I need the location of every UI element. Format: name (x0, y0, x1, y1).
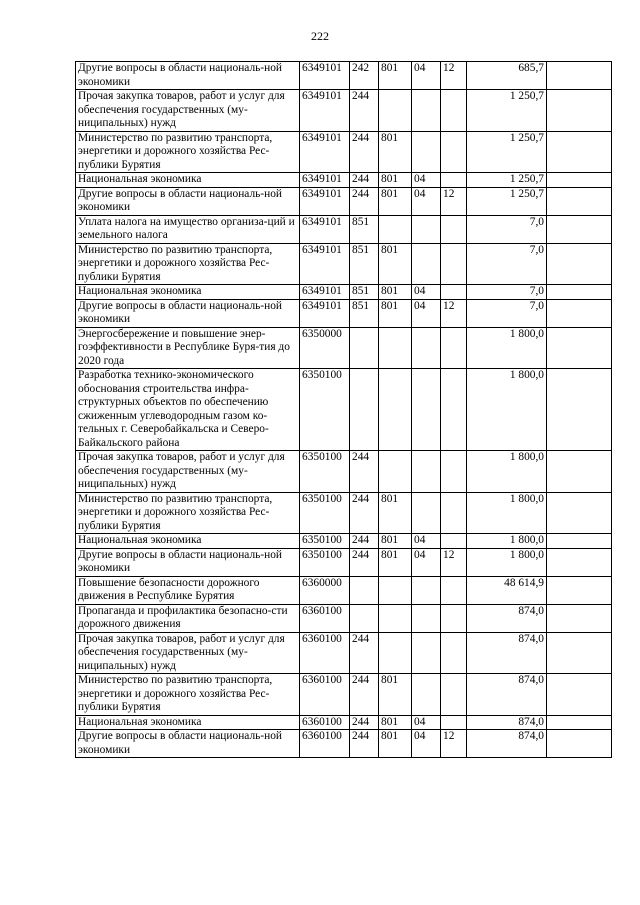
extra-cell (547, 187, 612, 215)
amount-cell: 685,7 (467, 62, 547, 90)
subsection-cell: 12 (441, 299, 467, 327)
target-article-cell: 6349101 (300, 131, 350, 173)
section-cell: 04 (412, 187, 441, 215)
table-row (76, 299, 612, 327)
subsection-cell (441, 604, 467, 632)
table-row (76, 451, 612, 493)
amount-cell: 7,0 (467, 299, 547, 327)
extra-cell (547, 173, 612, 188)
subsection-cell (441, 285, 467, 300)
row-name-cell: Повышение безопасности дорожного движения в Республике Бурятия (76, 576, 300, 604)
section-cell: 04 (412, 715, 441, 730)
budget-manager-cell (379, 327, 412, 369)
extra-cell (547, 730, 612, 758)
extra-cell (547, 327, 612, 369)
target-article-cell: 6349101 (300, 299, 350, 327)
target-article-cell: 6360100 (300, 632, 350, 674)
budget-table-body (76, 62, 612, 758)
budget-manager-cell: 801 (379, 492, 412, 534)
budget-manager-cell (379, 451, 412, 493)
budget-manager-cell (379, 215, 412, 243)
subsection-cell (441, 451, 467, 493)
extra-cell (547, 674, 612, 716)
extra-cell (547, 534, 612, 549)
table-row (76, 534, 612, 549)
row-name-cell: Национальная экономика (76, 534, 300, 549)
row-name-cell: Пропаганда и профилактика безопасно-сти дорожного движения (76, 604, 300, 632)
section-cell (412, 576, 441, 604)
subsection-cell (441, 369, 467, 451)
expense-type-cell: 244 (350, 674, 379, 716)
target-article-cell: 6350100 (300, 492, 350, 534)
table-row (76, 285, 612, 300)
target-article-cell: 6350100 (300, 369, 350, 451)
extra-cell (547, 451, 612, 493)
amount-cell: 7,0 (467, 243, 547, 285)
section-cell (412, 604, 441, 632)
row-name-cell: Министерство по развитию транспорта, энергетики и дорожного хозяйства Рес-публики Бурятия (76, 243, 300, 285)
row-name-cell: Национальная экономика (76, 285, 300, 300)
amount-cell: 1 250,7 (467, 187, 547, 215)
section-cell (412, 632, 441, 674)
extra-cell (547, 548, 612, 576)
row-name-cell: Разработка технико-экономического обоснования строительства инфра-структурных объектов по обеспечению сжиженным углеводородным газом ко-тельных г. Северобайкальска и Северо-Байкальского района (76, 369, 300, 451)
target-article-cell: 6349101 (300, 243, 350, 285)
extra-cell (547, 715, 612, 730)
table-row (76, 187, 612, 215)
expense-type-cell: 244 (350, 90, 379, 132)
budget-manager-cell: 801 (379, 243, 412, 285)
table-row (76, 674, 612, 716)
extra-cell (547, 369, 612, 451)
budget-manager-cell (379, 576, 412, 604)
amount-cell: 1 800,0 (467, 327, 547, 369)
row-name-cell: Прочая закупка товаров, работ и услуг для обеспечения государственных (му-ниципальных) нужд (76, 90, 300, 132)
amount-cell: 1 800,0 (467, 451, 547, 493)
target-article-cell: 6349101 (300, 173, 350, 188)
budget-manager-cell: 801 (379, 674, 412, 716)
budget-manager-cell: 801 (379, 548, 412, 576)
amount-cell: 1 800,0 (467, 548, 547, 576)
amount-cell: 1 250,7 (467, 131, 547, 173)
row-name-cell: Министерство по развитию транспорта, энергетики и дорожного хозяйства Рес-публики Бурятия (76, 492, 300, 534)
table-row (76, 576, 612, 604)
amount-cell: 48 614,9 (467, 576, 547, 604)
target-article-cell: 6360000 (300, 576, 350, 604)
target-article-cell: 6349101 (300, 187, 350, 215)
target-article-cell: 6360100 (300, 604, 350, 632)
target-article-cell: 6360100 (300, 730, 350, 758)
section-cell (412, 131, 441, 173)
extra-cell (547, 131, 612, 173)
subsection-cell (441, 90, 467, 132)
row-name-cell: Другие вопросы в области националь-ной экономики (76, 187, 300, 215)
budget-manager-cell (379, 369, 412, 451)
extra-cell (547, 492, 612, 534)
budget-manager-cell (379, 90, 412, 132)
expense-type-cell: 851 (350, 215, 379, 243)
target-article-cell: 6350000 (300, 327, 350, 369)
budget-manager-cell (379, 604, 412, 632)
target-article-cell: 6349101 (300, 215, 350, 243)
row-name-cell: Прочая закупка товаров, работ и услуг для обеспечения государственных (му-ниципальных) нужд (76, 451, 300, 493)
budget-manager-cell: 801 (379, 187, 412, 215)
row-name-cell: Другие вопросы в области националь-ной экономики (76, 730, 300, 758)
extra-cell (547, 215, 612, 243)
target-article-cell: 6350100 (300, 451, 350, 493)
subsection-cell (441, 243, 467, 285)
budget-manager-cell: 801 (379, 299, 412, 327)
row-name-cell: Другие вопросы в области националь-ной экономики (76, 62, 300, 90)
budget-manager-cell: 801 (379, 173, 412, 188)
row-name-cell: Национальная экономика (76, 173, 300, 188)
expense-type-cell: 244 (350, 173, 379, 188)
extra-cell (547, 604, 612, 632)
section-cell: 04 (412, 173, 441, 188)
budget-manager-cell: 801 (379, 285, 412, 300)
row-name-cell: Другие вопросы в области националь-ной экономики (76, 548, 300, 576)
amount-cell: 874,0 (467, 604, 547, 632)
section-cell: 04 (412, 730, 441, 758)
expense-type-cell: 851 (350, 243, 379, 285)
table-row (76, 548, 612, 576)
section-cell (412, 327, 441, 369)
amount-cell: 874,0 (467, 674, 547, 716)
target-article-cell: 6349101 (300, 62, 350, 90)
subsection-cell (441, 327, 467, 369)
expense-type-cell: 851 (350, 285, 379, 300)
budget-manager-cell (379, 632, 412, 674)
table-row (76, 369, 612, 451)
row-name-cell: Министерство по развитию транспорта, энергетики и дорожного хозяйства Рес-публики Бурятия (76, 131, 300, 173)
subsection-cell (441, 492, 467, 534)
section-cell: 04 (412, 534, 441, 549)
expense-type-cell: 851 (350, 299, 379, 327)
table-row (76, 492, 612, 534)
extra-cell (547, 243, 612, 285)
table-row (76, 243, 612, 285)
expense-type-cell (350, 369, 379, 451)
section-cell (412, 215, 441, 243)
expense-type-cell: 244 (350, 632, 379, 674)
section-cell (412, 243, 441, 285)
expense-type-cell: 244 (350, 451, 379, 493)
target-article-cell: 6349101 (300, 90, 350, 132)
expense-type-cell (350, 327, 379, 369)
subsection-cell (441, 534, 467, 549)
extra-cell (547, 632, 612, 674)
row-name-cell: Энергосбережение и повышение энер-гоэффективности в Республике Буря-тия до 2020 года (76, 327, 300, 369)
expense-type-cell (350, 604, 379, 632)
amount-cell: 7,0 (467, 215, 547, 243)
amount-cell: 7,0 (467, 285, 547, 300)
expense-type-cell: 242 (350, 62, 379, 90)
expense-type-cell: 244 (350, 534, 379, 549)
section-cell (412, 451, 441, 493)
subsection-cell (441, 674, 467, 716)
table-row (76, 131, 612, 173)
expense-type-cell: 244 (350, 548, 379, 576)
expense-type-cell: 244 (350, 131, 379, 173)
subsection-cell: 12 (441, 62, 467, 90)
target-article-cell: 6360100 (300, 674, 350, 716)
section-cell: 04 (412, 548, 441, 576)
target-article-cell: 6350100 (300, 548, 350, 576)
subsection-cell (441, 131, 467, 173)
section-cell (412, 90, 441, 132)
table-row (76, 327, 612, 369)
amount-cell: 1 250,7 (467, 90, 547, 132)
page-number: 222 (311, 29, 329, 43)
amount-cell: 1 250,7 (467, 173, 547, 188)
section-cell: 04 (412, 299, 441, 327)
amount-cell: 874,0 (467, 730, 547, 758)
row-name-cell: Министерство по развитию транспорта, энергетики и дорожного хозяйства Рес-публики Бурятия (76, 674, 300, 716)
section-cell (412, 492, 441, 534)
row-name-cell: Другие вопросы в области националь-ной экономики (76, 299, 300, 327)
table-row (76, 62, 612, 90)
amount-cell: 874,0 (467, 715, 547, 730)
target-article-cell: 6349101 (300, 285, 350, 300)
target-article-cell: 6350100 (300, 534, 350, 549)
subsection-cell: 12 (441, 548, 467, 576)
table-row (76, 173, 612, 188)
table-row (76, 604, 612, 632)
expense-type-cell: 244 (350, 715, 379, 730)
extra-cell (547, 62, 612, 90)
row-name-cell: Уплата налога на имущество организа-ций и земельного налога (76, 215, 300, 243)
table-row (76, 730, 612, 758)
table-row (76, 632, 612, 674)
amount-cell: 874,0 (467, 632, 547, 674)
extra-cell (547, 576, 612, 604)
section-cell: 04 (412, 62, 441, 90)
subsection-cell (441, 173, 467, 188)
extra-cell (547, 299, 612, 327)
table-row (76, 215, 612, 243)
subsection-cell (441, 215, 467, 243)
extra-cell (547, 90, 612, 132)
target-article-cell: 6360100 (300, 715, 350, 730)
subsection-cell: 12 (441, 187, 467, 215)
section-cell (412, 369, 441, 451)
subsection-cell (441, 576, 467, 604)
budget-manager-cell: 801 (379, 131, 412, 173)
amount-cell: 1 800,0 (467, 369, 547, 451)
section-cell: 04 (412, 285, 441, 300)
table-row (76, 90, 612, 132)
budget-manager-cell: 801 (379, 730, 412, 758)
subsection-cell (441, 632, 467, 674)
amount-cell: 1 800,0 (467, 492, 547, 534)
budget-manager-cell: 801 (379, 62, 412, 90)
section-cell (412, 674, 441, 716)
expense-type-cell: 244 (350, 492, 379, 534)
expense-type-cell (350, 576, 379, 604)
row-name-cell: Национальная экономика (76, 715, 300, 730)
budget-manager-cell: 801 (379, 534, 412, 549)
amount-cell: 1 800,0 (467, 534, 547, 549)
row-name-cell: Прочая закупка товаров, работ и услуг для обеспечения государственных (му-ниципальных) нужд (76, 632, 300, 674)
subsection-cell: 12 (441, 730, 467, 758)
extra-cell (547, 285, 612, 300)
table-row (76, 715, 612, 730)
budget-manager-cell: 801 (379, 715, 412, 730)
budget-table (75, 61, 612, 758)
subsection-cell (441, 715, 467, 730)
expense-type-cell: 244 (350, 187, 379, 215)
expense-type-cell: 244 (350, 730, 379, 758)
